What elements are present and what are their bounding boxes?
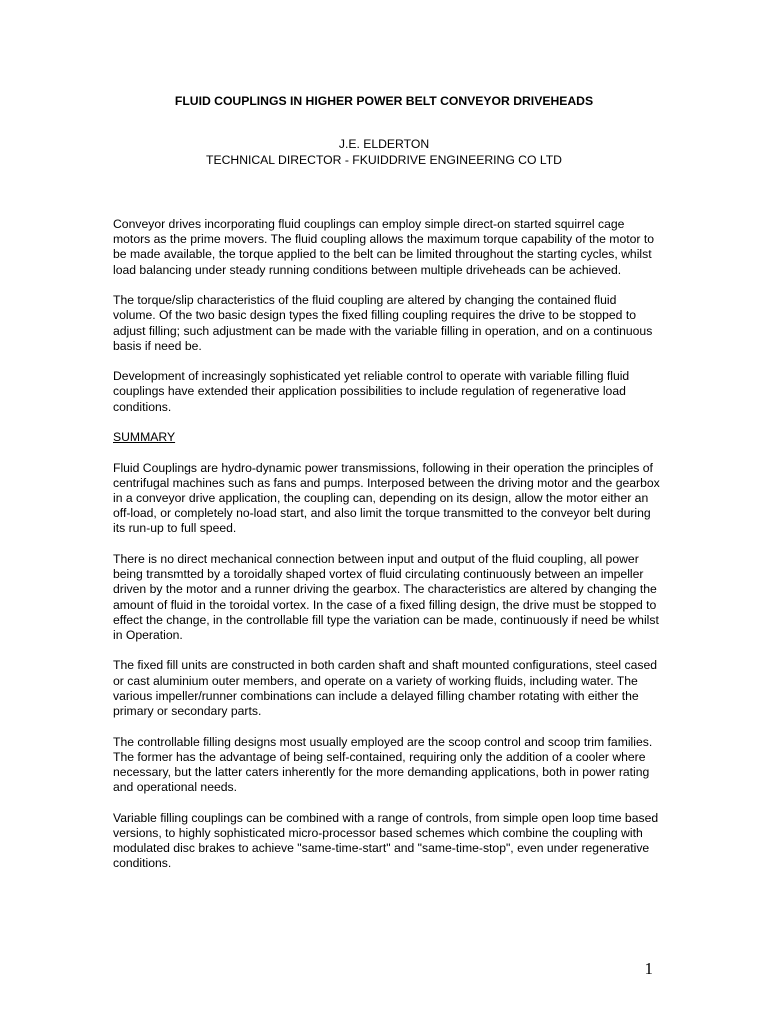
author-name: J.E. ELDERTON: [338, 137, 430, 151]
summary-heading: SUMMARY: [113, 430, 176, 445]
intro-paragraph: Development of increasingly sophisticated yet reliable control to operate with variable filling fluid couplings have extended their application possibilities to include regulation of regenerative load conditions.: [113, 369, 630, 414]
summary-paragraph: There is no direct mechanical connection between input and output of the fluid coupling, all power being transmtted by a toroidally shaped vortex of fluid circulating continuously between an impeller driven by the motor and a runner driving the gearbox. The characteristics are altered by changing the amount of fluid in the toroidal vortex. In the case of a fixed filling design, the drive must be stopped to effect the change, in the controllable fill type the variation can be made, continuously if need be whilst in Operation.: [113, 551, 659, 642]
author-affiliation: TECHNICAL DIRECTOR - FKUIDDRIVE ENGINEERING CO LTD: [206, 152, 562, 167]
author-block: [0, 137, 768, 168]
document-title: FLUID COUPLINGS IN HIGHER POWER BELT CONVEYOR DRIVEHEADS: [174, 94, 594, 108]
intro-paragraph: Conveyor drives incorporating fluid couplings can employ simple direct-on started squirrel cage motors as the prime movers. The fluid coupling allows the maximum torque capability of the motor to be made available, the torque applied to the belt can be limited throughout the starting cycles, whilst load balancing under steady running conditions between multiple driveheads can be achieved.: [113, 217, 655, 277]
page-number: 1: [644, 959, 653, 978]
summary-paragraph: The controllable filling designs most usually employed are the scoop control and scoop trim families. The former has the advantage of being self-contained, requiring only the addition of a cooler where necessary, but the latter caters inherently for the more demanding applications, both in power rating and operational needs.: [113, 734, 653, 795]
summary-paragraph: Variable filling couplings can be combined with a range of controls, from simple open loop time based versions, to highly sophisticated micro-processor based schemes which combine the coupling with modulated disc brakes to achieve "same-time-start" and "same-time-stop", even under regenerative conditions.: [113, 810, 659, 871]
intro-paragraph: The torque/slip characteristics of the fluid coupling are altered by changing the contained fluid volume. Of the two basic design types the fixed filling coupling requires the drive to be stopped to adjust filling; such adjustment can be made with the variable filling in operation, and on a continuous basis if need be.: [113, 293, 653, 353]
summary-paragraph: The fixed fill units are constructed in both carden shaft and shaft mounted configurations, steel cased or cast aluminium outer members, and operate on a variety of working fluids, including water. The various impeller/runner combinations can include a delayed filling chamber rotating with either the primary or secondary parts.: [113, 658, 658, 719]
document-body: [113, 217, 661, 887]
summary-paragraph: Fluid Couplings are hydro-dynamic power transmissions, following in their operation the principles of centrifugal machines such as fans and pumps. Interposed between the driving motor and the gearbox in a conveyor drive application, the coupling can, depending on its design, allow the motor either an off-load, or completely no-load start, and also limit the torque transmitted to the conveyor belt during its run-up to full speed.: [113, 460, 660, 536]
